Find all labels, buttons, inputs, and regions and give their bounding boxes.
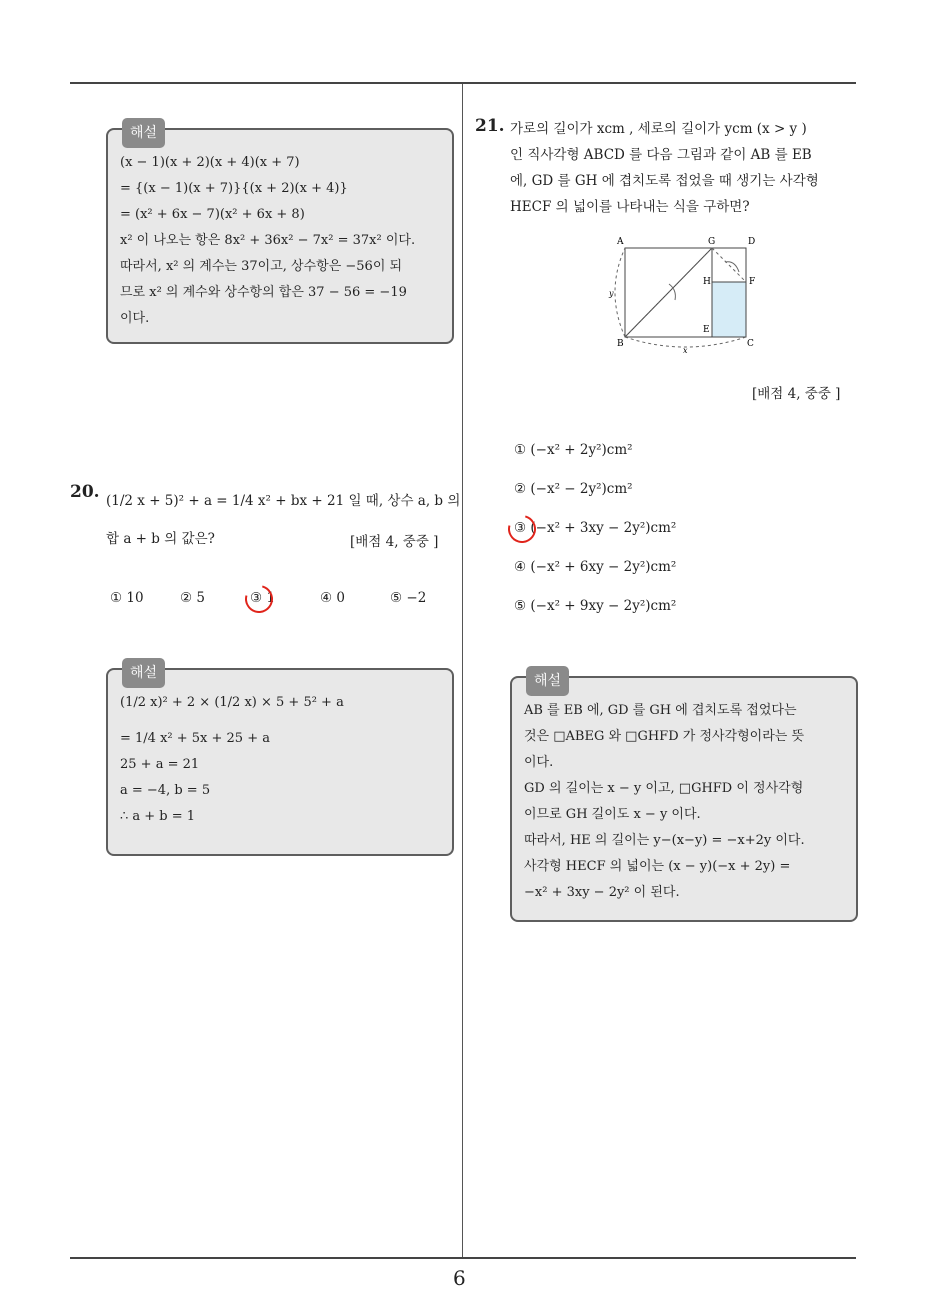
solution-box-21 — [510, 673, 858, 922]
label-b: B — [617, 339, 624, 349]
column-divider — [462, 84, 463, 1258]
solution-line: = {(x − 1)(x + 7)}{(x + 2)(x + 4)} — [120, 181, 348, 196]
question-line: (1/2 x + 5)² + a = 1/4 x² + bx + 21 일 때, 상수 a, b 의 — [106, 493, 461, 509]
solution-line: 따라서, x² 의 계수는 37이고, 상수항은 −56이 되 — [120, 259, 403, 274]
solution-line: 이므로 GH 길이도 x − y 이다. — [524, 807, 701, 822]
fold-arc-left — [615, 248, 625, 337]
choice-5[interactable]: ⑤ −2 — [390, 590, 427, 606]
question-number-21: 21. — [475, 116, 505, 136]
label-f: F — [749, 277, 756, 287]
choice-3[interactable]: ③ 1 — [250, 590, 275, 606]
solution-line: 이다. — [524, 755, 554, 770]
solution-line: 이다. — [120, 311, 150, 326]
solution-line: −x² + 3xy − 2y² 이 된다. — [524, 885, 680, 900]
answer-mark-circle — [503, 510, 541, 548]
solution-line: ∴ a + b = 1 — [120, 809, 196, 824]
solution-tag: 해설 — [526, 666, 569, 696]
label-d: D — [748, 237, 756, 247]
question-line: 인 직사각형 ABCD 를 다음 그림과 같이 AB 를 EB — [510, 147, 812, 163]
label-c: C — [747, 339, 754, 349]
choice-4[interactable]: ④ 0 — [320, 590, 345, 606]
fold-arc-top — [725, 262, 739, 272]
question-line: 합 a + b 의 값은? — [106, 531, 215, 547]
solution-line: a = −4, b = 5 — [120, 783, 211, 798]
label-e: E — [703, 325, 710, 335]
label-a: A — [617, 237, 624, 247]
solution-box-20 — [106, 665, 454, 856]
question-line: HECF 의 넓이를 나타내는 식을 구하면? — [510, 199, 750, 215]
solution-line: (x − 1)(x + 2)(x + 4)(x + 7) — [120, 155, 300, 170]
solution-line: = (x² + 6x − 7)(x² + 6x + 8) — [120, 207, 305, 222]
label-h: H — [703, 277, 711, 287]
question-number-20: 20. — [70, 482, 100, 502]
score-label: [배점 4, 중중 ] — [752, 386, 841, 402]
solution-line: 따라서, HE 의 길이는 y−(x−y) = −x+2y 이다. — [524, 833, 805, 848]
solution-line: x² 이 나오는 항은 8x² + 36x² − 7x² = 37x² 이다. — [120, 233, 416, 248]
bottom-rule — [70, 1257, 856, 1259]
fold-dash-gf — [712, 248, 746, 282]
solution-tag: 해설 — [122, 118, 165, 148]
solution-line: 것은 □ABEG 와 □GHFD 가 정사각형이라는 뜻 — [524, 729, 805, 744]
choice-5[interactable]: ⑤ (−x² + 9xy − 2y²)cm² — [514, 598, 677, 614]
page-number: 6 — [453, 1266, 466, 1290]
solution-line: 사각형 HECF 의 넓이는 (x − y)(−x + 2y) = — [524, 859, 791, 874]
solution-line: 므로 x² 의 계수와 상수항의 합은 37 − 56 = −19 — [120, 285, 407, 300]
label-x: x — [683, 346, 688, 355]
solution-line: AB 를 EB 에, GD 를 GH 에 겹치도록 접었다는 — [524, 703, 797, 718]
choice-2[interactable]: ② 5 — [180, 590, 205, 606]
solution-tag: 해설 — [122, 658, 165, 688]
top-rule — [70, 82, 856, 84]
solution-line: (1/2 x)² + 2 × (1/2 x) × 5 + 5² + a — [120, 695, 344, 710]
solution-line: = 1/4 x² + 5x + 25 + a — [120, 731, 270, 746]
label-g: G — [708, 237, 716, 247]
solution-line: GD 의 길이는 x − y 이고, □GHFD 이 정사각형 — [524, 781, 804, 796]
question-21-text — [510, 116, 860, 220]
choice-1[interactable]: ① 10 — [110, 590, 144, 606]
solution-line: 25 + a = 21 — [120, 757, 200, 772]
answer-mark-circle — [240, 580, 278, 618]
shaded-rect-hecf — [712, 282, 746, 337]
solution-box-19 — [106, 125, 454, 344]
choice-2[interactable]: ② (−x² − 2y²)cm² — [514, 481, 633, 497]
question-line: 가로의 길이가 xcm , 세로의 길이가 ycm (x > y ) — [510, 121, 807, 137]
choice-3[interactable]: ③ (−x² + 3xy − 2y²)cm² — [514, 520, 677, 536]
question-line: 에, GD 를 GH 에 겹치도록 접었을 때 생기는 사각형 — [510, 173, 819, 189]
choice-1[interactable]: ① (−x² + 2y²)cm² — [514, 442, 633, 458]
choice-4[interactable]: ④ (−x² + 6xy − 2y²)cm² — [514, 559, 677, 575]
rectangle-fold-figure — [605, 232, 765, 356]
label-y: y — [609, 289, 614, 298]
score-label: [배점 4, 중중 ] — [350, 534, 439, 550]
